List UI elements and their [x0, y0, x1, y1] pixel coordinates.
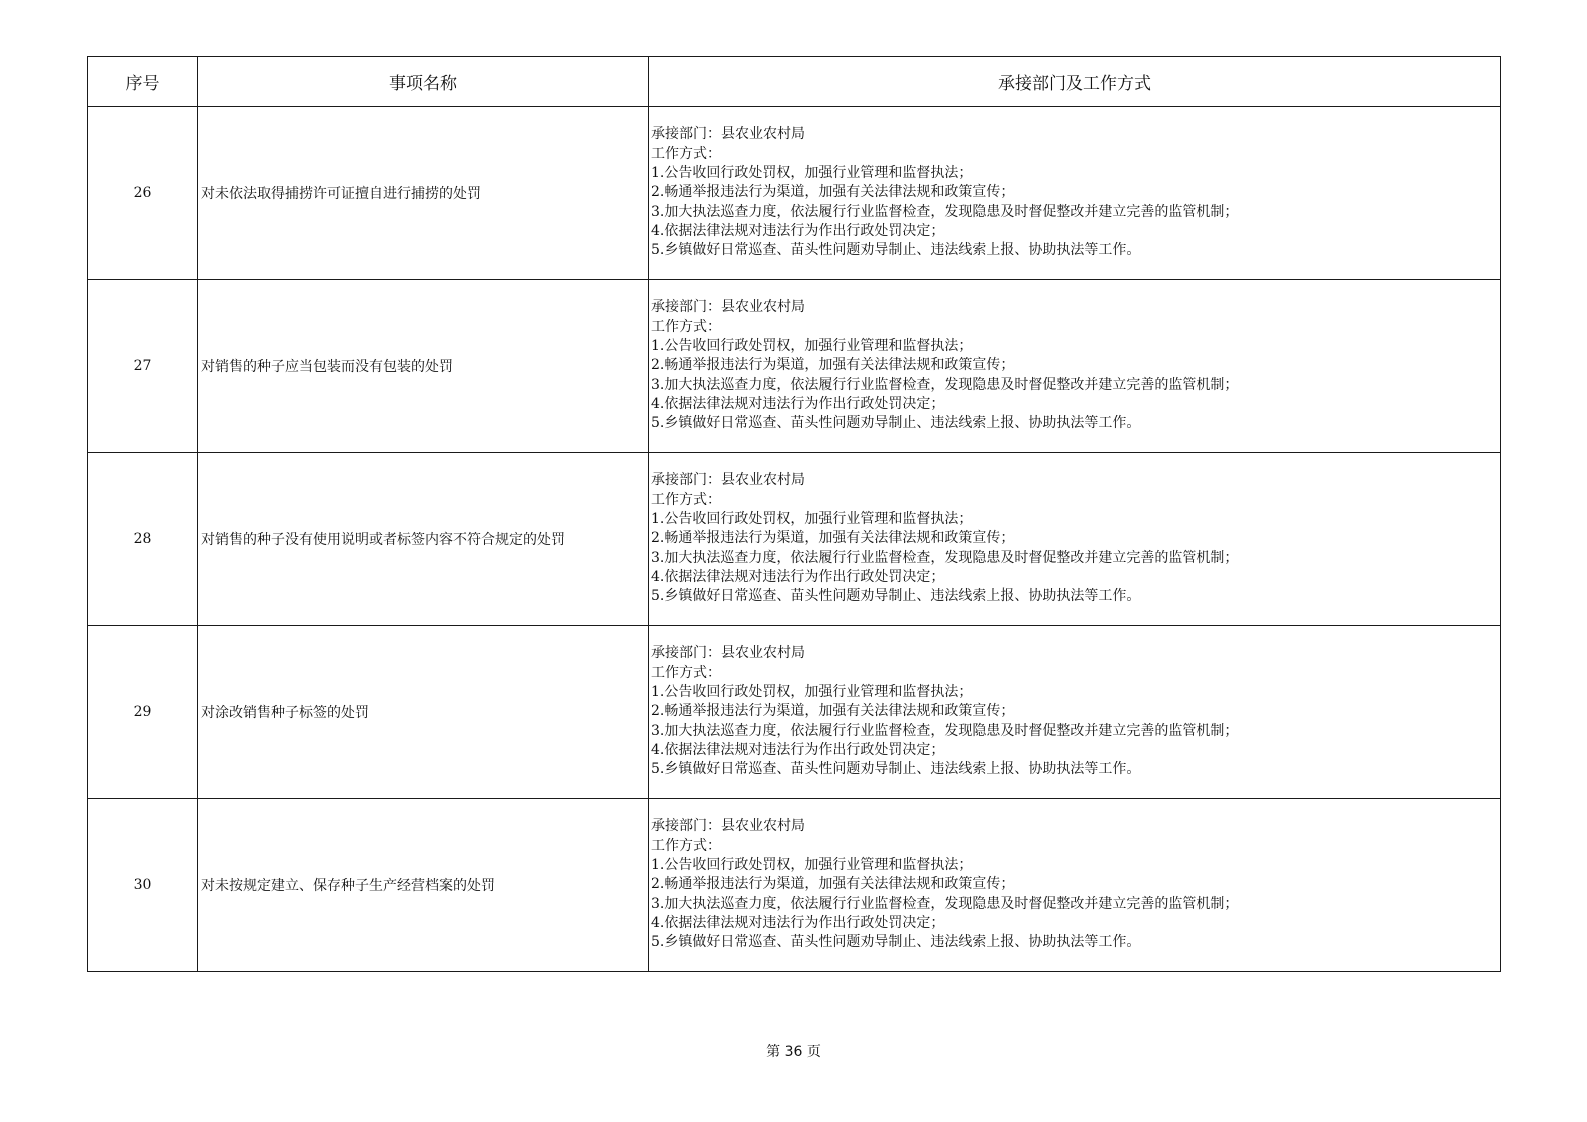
table-row	[88, 107, 1501, 280]
row-item-name: 对销售的种子没有使用说明或者标签内容不符合规定的处罚	[198, 453, 649, 626]
row-serial-number: 28	[88, 453, 198, 626]
method-step: 1.公告收回行政处罚权，加强行业管理和监督执法；	[651, 165, 973, 182]
method-heading: 工作方式：	[651, 491, 721, 508]
header-department-and-method: 承接部门及工作方式	[649, 57, 1501, 107]
department-line: 承接部门：县农业农村局	[651, 645, 805, 662]
method-step: 2.畅通举报违法行为渠道，加强有关法律法规和政策宣传；	[651, 703, 1015, 720]
items-table	[87, 56, 1501, 972]
method-step: 5.乡镇做好日常巡查、苗头性问题劝导制止、违法线索上报、协助执法等工作。	[651, 934, 1141, 951]
method-step: 4.依据法律法规对违法行为作出行政处罚决定；	[651, 395, 945, 412]
method-step: 5.乡镇做好日常巡查、苗头性问题劝导制止、违法线索上报、协助执法等工作。	[651, 242, 1141, 259]
row-item-name: 对未依法取得捕捞许可证擅自进行捕捞的处罚	[198, 107, 649, 280]
row-department-method	[649, 799, 1501, 972]
method-heading: 工作方式：	[651, 664, 721, 681]
method-step: 3.加大执法巡查力度，依法履行行业监督检查，发现隐患及时督促整改并建立完善的监管机制；	[651, 895, 1239, 912]
method-step: 1.公告收回行政处罚权，加强行业管理和监督执法；	[651, 857, 973, 874]
header-serial-number: 序号	[88, 57, 198, 107]
header-item-name: 事项名称	[198, 57, 649, 107]
table-row	[88, 280, 1501, 453]
method-step: 2.畅通举报违法行为渠道，加强有关法律法规和政策宣传；	[651, 530, 1015, 547]
method-step: 1.公告收回行政处罚权，加强行业管理和监督执法；	[651, 511, 973, 528]
method-step: 5.乡镇做好日常巡查、苗头性问题劝导制止、违法线索上报、协助执法等工作。	[651, 761, 1141, 778]
department-line: 承接部门：县农业农村局	[651, 126, 805, 143]
row-department-method	[649, 453, 1501, 626]
row-serial-number: 26	[88, 107, 198, 280]
table-row	[88, 626, 1501, 799]
department-line: 承接部门：县农业农村局	[651, 818, 805, 835]
method-step: 3.加大执法巡查力度，依法履行行业监督检查，发现隐患及时督促整改并建立完善的监管机制；	[651, 549, 1239, 566]
method-step: 1.公告收回行政处罚权，加强行业管理和监督执法；	[651, 684, 973, 701]
row-serial-number: 30	[88, 799, 198, 972]
row-serial-number: 29	[88, 626, 198, 799]
department-line: 承接部门：县农业农村局	[651, 472, 805, 489]
method-step: 2.畅通举报违法行为渠道，加强有关法律法规和政策宣传；	[651, 876, 1015, 893]
row-department-method	[649, 626, 1501, 799]
page-number: 第 36 页	[766, 1044, 821, 1060]
method-heading: 工作方式：	[651, 145, 721, 162]
row-item-name: 对销售的种子应当包装而没有包装的处罚	[198, 280, 649, 453]
row-item-name: 对未按规定建立、保存种子生产经营档案的处罚	[198, 799, 649, 972]
method-step: 1.公告收回行政处罚权，加强行业管理和监督执法；	[651, 338, 973, 355]
method-step: 4.依据法律法规对违法行为作出行政处罚决定；	[651, 222, 945, 239]
header-row	[88, 57, 1501, 107]
method-step: 5.乡镇做好日常巡查、苗头性问题劝导制止、违法线索上报、协助执法等工作。	[651, 588, 1141, 605]
method-heading: 工作方式：	[651, 318, 721, 335]
row-item-name: 对涂改销售种子标签的处罚	[198, 626, 649, 799]
method-step: 3.加大执法巡查力度，依法履行行业监督检查，发现隐患及时督促整改并建立完善的监管机制；	[651, 722, 1239, 739]
method-step: 4.依据法律法规对违法行为作出行政处罚决定；	[651, 914, 945, 931]
method-step: 3.加大执法巡查力度，依法履行行业监督检查，发现隐患及时督促整改并建立完善的监管机制；	[651, 203, 1239, 220]
table-row	[88, 799, 1501, 972]
method-step: 5.乡镇做好日常巡查、苗头性问题劝导制止、违法线索上报、协助执法等工作。	[651, 415, 1141, 432]
method-step: 2.畅通举报违法行为渠道，加强有关法律法规和政策宣传；	[651, 357, 1015, 374]
method-step: 4.依据法律法规对违法行为作出行政处罚决定；	[651, 741, 945, 758]
department-line: 承接部门：县农业农村局	[651, 299, 805, 316]
table-row	[88, 453, 1501, 626]
row-serial-number: 27	[88, 280, 198, 453]
method-step: 3.加大执法巡查力度，依法履行行业监督检查，发现隐患及时督促整改并建立完善的监管机制；	[651, 376, 1239, 393]
row-department-method	[649, 280, 1501, 453]
method-step: 4.依据法律法规对违法行为作出行政处罚决定；	[651, 568, 945, 585]
row-department-method	[649, 107, 1501, 280]
method-heading: 工作方式：	[651, 837, 721, 854]
method-step: 2.畅通举报违法行为渠道，加强有关法律法规和政策宣传；	[651, 184, 1015, 201]
